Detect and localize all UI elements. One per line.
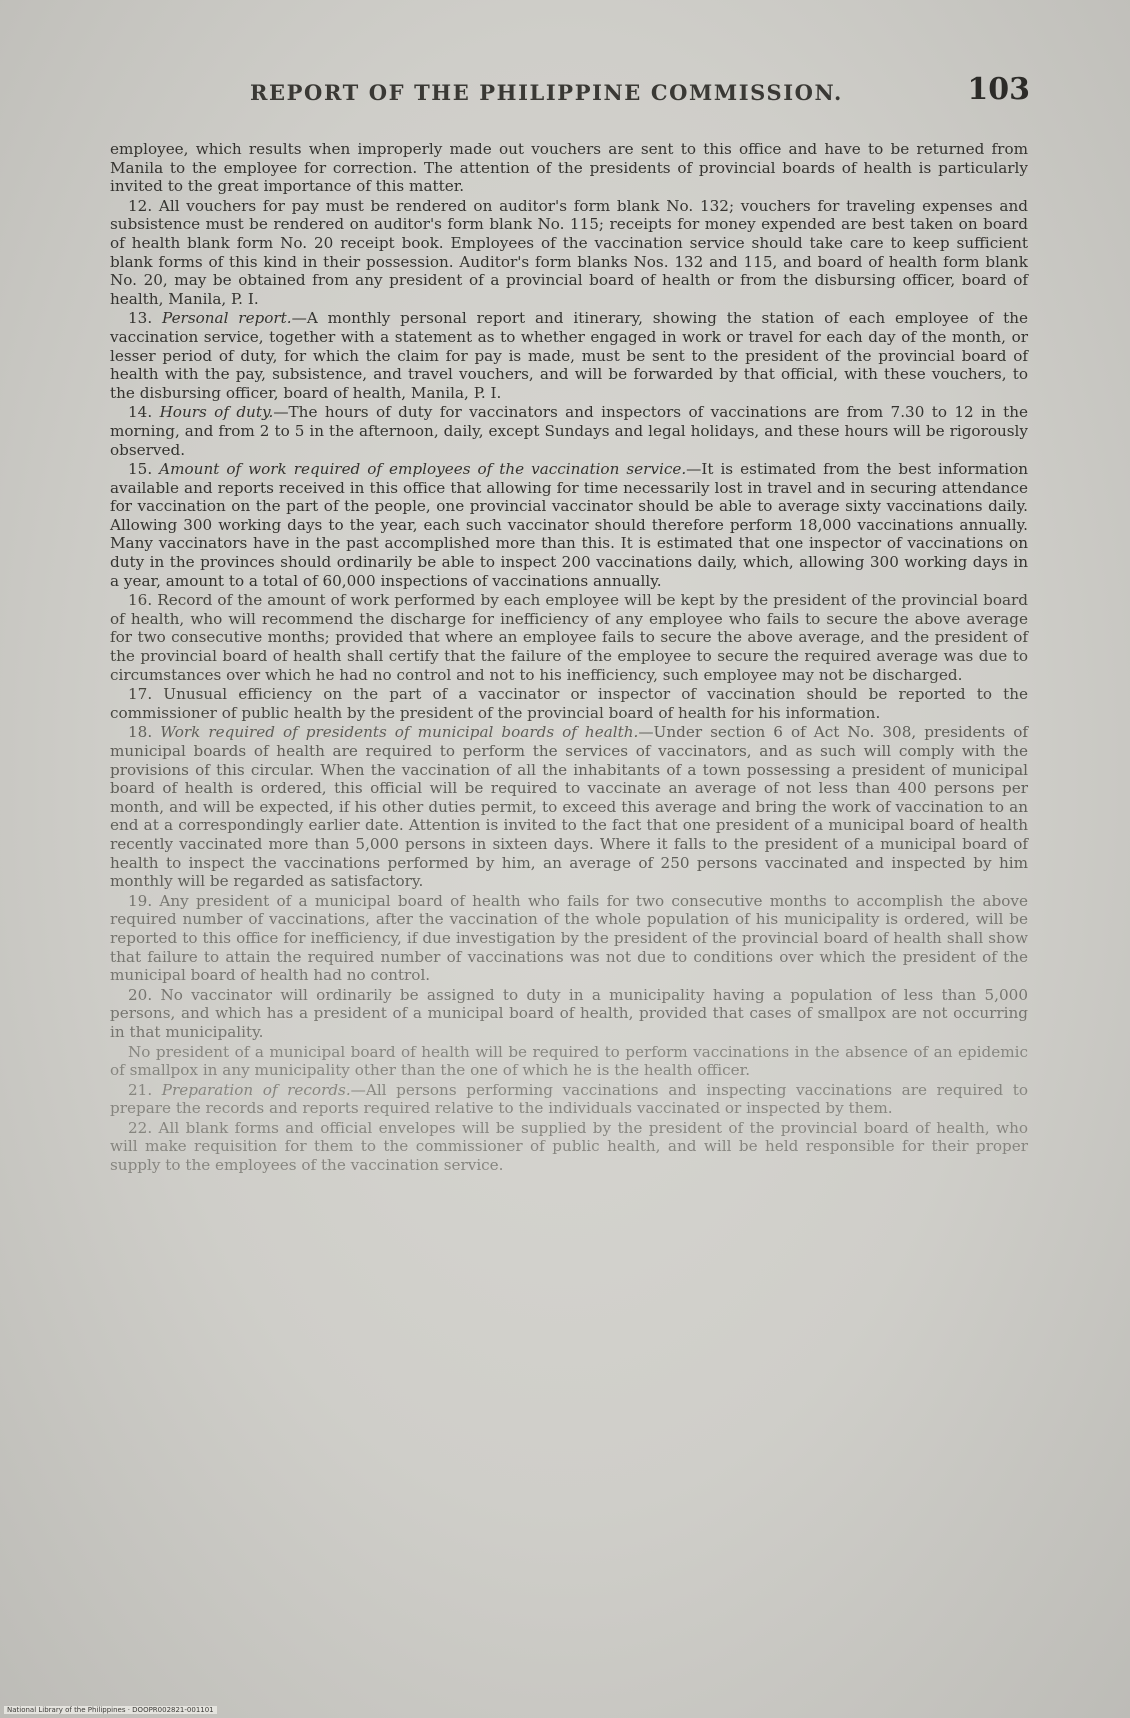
paragraph-14-text: —The hours of duty for vaccinators and inspectors of vaccinations are from 7.30 to 12 in the morning, and from 2 to 5 in the afternoon, daily, except Sundays and legal holidays, and these hours will be rigorously observed. bbox=[110, 403, 1029, 459]
paragraph-19: 19. Any president of a municipal board of health who fails for two consecutive months to accomplish the above required number of vaccinations, after the vaccination of the whole population of his municipality is ordered, will be reported to this office for inefficiency, if due investigation by the president of the provincial board of health shall show that failure to attain the required number of vaccinations was not due to conditions over which the president of the municipal board of health had no control. bbox=[110, 891, 1028, 985]
paragraph-13-number: 13. bbox=[128, 309, 153, 328]
paragraph-20-continued: No president of a municipal board of health will be required to perform vaccinations in the absence of an epidemic of smallpox in any municipality other than the one of which he is the health officer. bbox=[110, 1042, 1028, 1080]
paragraph-18-number: 18. bbox=[128, 723, 153, 742]
page-number: 103 bbox=[967, 72, 1030, 107]
paragraph-13-heading: Personal report. bbox=[162, 309, 292, 328]
paragraph-15 bbox=[110, 460, 1028, 590]
paragraph-13-text: —A monthly personal report and itinerary, showing the station of each employee of the vaccination service, together with a statement as to whether engaged in work or travel for each day of the month, or lesser period of duty, for which the claim for pay is made, must be sent to the president of the provincial board of health with the pay, subsistence, and travel vouchers, and will be forwarded by that official, with these vouchers, to the disbursing officer, board of health, Manila, P. I. bbox=[110, 309, 1028, 402]
paragraph-14-heading: Hours of duty. bbox=[159, 403, 274, 422]
paragraph-15-text: —It is estimated from the best information available and reports received in this office that allowing for time necessarily lost in travel and in securing attendance for vaccination on the part of the people, one provincial vaccinator should be able to average sixty vaccinations daily. Allowing 300 working days to the year, each such vaccinator should therefore perform 18,000 vaccinations annually. Many vaccinators have in the past accomplished more than this. It is estimated that one inspector of vaccinations on duty in the provinces should ordinarily be able to inspect 200 vaccinations daily, which, allowing 300 working days in a year, amount to a total of 60,000 inspections of vaccinations annually. bbox=[110, 460, 1029, 590]
paragraph-18 bbox=[110, 723, 1028, 890]
scan-source-footer: National Library of the Philippines · DOOPR002821-001101 bbox=[4, 1706, 217, 1714]
paragraph-14-number: 14. bbox=[128, 403, 153, 422]
paragraph-21-number: 21. bbox=[128, 1080, 153, 1099]
paragraph-18-heading: Work required of presidents of municipal boards of health. bbox=[160, 723, 639, 742]
running-head: REPORT OF THE PHILIPPINE COMMISSION. bbox=[250, 80, 843, 105]
paragraph-22: 22. All blank forms and official envelopes will be supplied by the president of the provincial board of health, who will make requisition for them to the commissioner of public health, and will be held responsible for their proper supply to the employees of the vaccination service. bbox=[110, 1118, 1028, 1175]
paragraph-16: 16. Record of the amount of work performed by each employee will be kept by the president of the provincial board of health, who will recommend the discharge for inefficiency of any employee who fails to secure the above average for two consecutive months; provided that where an employee fails to secure the above average, and the president of the provincial board of health shall certify that the failure of the employee to secure the required average was due to circumstances over which he had no control and not to his inefficiency, such employee may not be discharged. bbox=[110, 591, 1028, 684]
paragraph-20: 20. No vaccinator will ordinarily be assigned to duty in a municipality having a population of less than 5,000 persons, and which has a president of a municipal board of health, provided that cases of smallpox are not occurring in that municipality. bbox=[110, 985, 1028, 1041]
paragraph-21 bbox=[110, 1081, 1028, 1118]
paragraph-14 bbox=[110, 403, 1028, 459]
paragraph-continued: employee, which results when improperly made out vouchers are sent to this office and have to be returned from Manila to the employee for correction. The attention of the presidents of provincial boards of health is particularly invited to the great importance of this matter. bbox=[110, 140, 1028, 196]
paragraph-17: 17. Unusual efficiency on the part of a vaccinator or inspector of vaccination should be reported to the commissioner of public health by the president of the provincial board of health for his information. bbox=[110, 685, 1028, 722]
paragraph-12: 12. All vouchers for pay must be rendered on auditor's form blank No. 132; vouchers for traveling expenses and subsistence must be rendered on auditor's form blank No. 115; receipts for money expended are best taken on board of health blank form No. 20 receipt book. Employees of the vaccination service should take care to keep sufficient blank forms of this kind in their possession. Auditor's form blanks Nos. 132 and 115, and board of health form blank No. 20, may be obtained from any president of a provincial board of health or from the disbursing officer, board of health, Manila, P. I. bbox=[110, 196, 1028, 308]
paragraph-18-text: —Under section 6 of Act No. 308, presidents of municipal boards of health are required to perform the services of vaccinators, and as such will comply with the provisions of this circular. When the vaccination of all the inhabitants of a town possessing a president of municipal board of health is ordered, this official will be required to vaccinate an average of not less than 400 persons per month, and will be expected, if his other duties permit, to exceed this average and bring the work of vaccination to an end at a correspondingly earlier date. Attention is invited to the fact that one president of a municipal board of health recently vaccinated more than 5,000 persons in sixteen days. Where it falls to the president of a municipal board of health to inspect the vaccinations performed by him, an average of 250 persons vaccinated and inspected by him monthly will be regarded as satisfactory. bbox=[110, 723, 1029, 891]
paragraph-13 bbox=[110, 309, 1028, 402]
paragraph-21-heading: Preparation of records. bbox=[161, 1080, 351, 1099]
paragraph-21-text: —All persons performing vaccinations and inspecting vaccinations are required to prepare the records and reports required relative to the individuals vaccinated or inspected by them. bbox=[110, 1080, 1028, 1118]
paragraph-15-heading: Amount of work required of employees of the vaccination service. bbox=[159, 460, 687, 479]
page-header bbox=[110, 72, 1030, 112]
body-text bbox=[110, 140, 1028, 1176]
paragraph-15-number: 15. bbox=[128, 460, 153, 479]
